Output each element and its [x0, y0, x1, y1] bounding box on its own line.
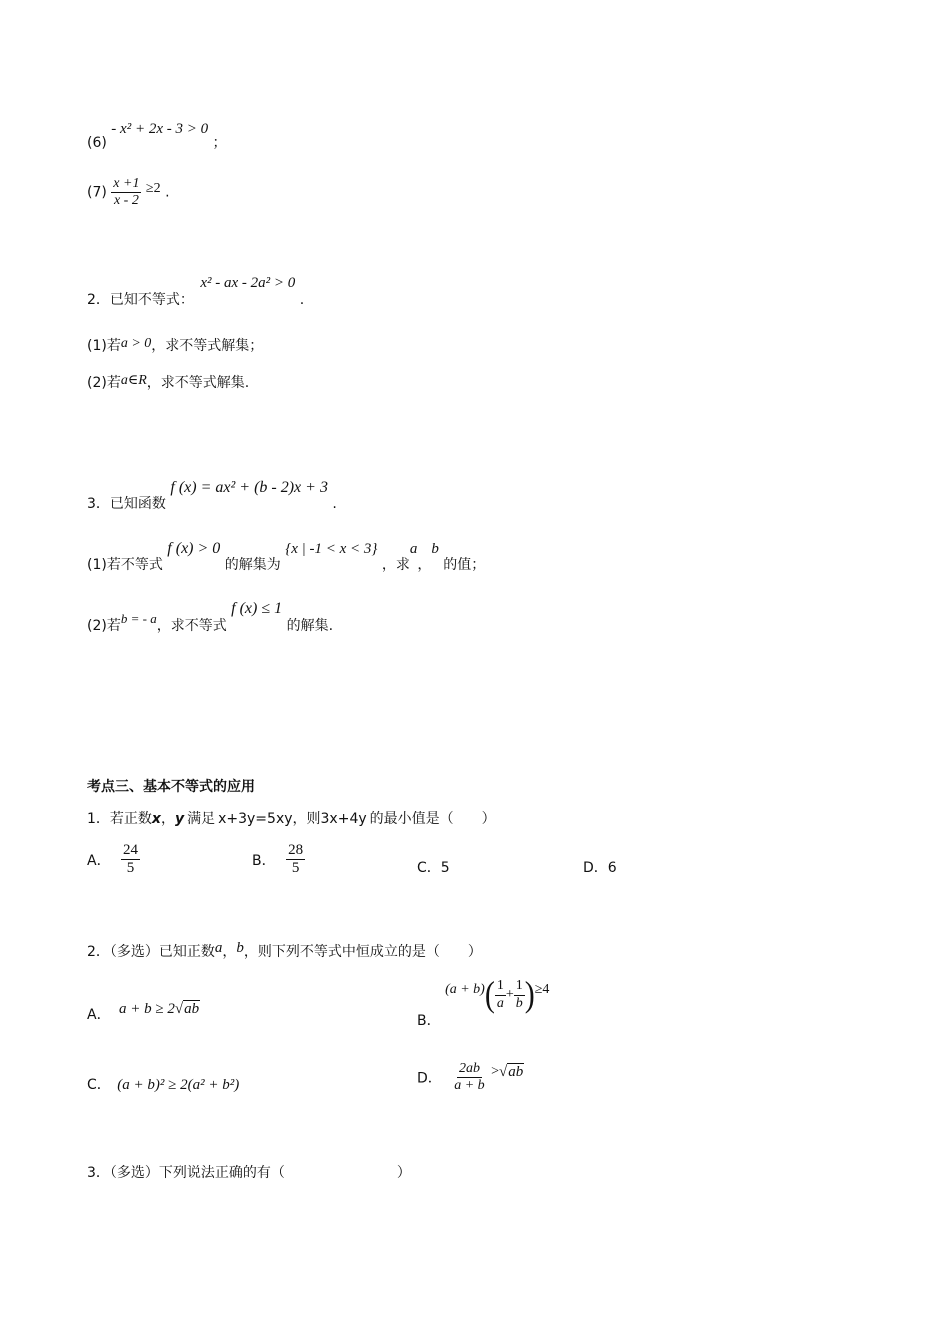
s3-q1-optA-frac — [121, 842, 140, 878]
item-7-num: x +1 — [111, 176, 141, 193]
s3-q1-optA-label: A． — [87, 852, 111, 869]
q3-head: 3．已知函数 — [87, 496, 166, 512]
s3-q2-optB-n1: 1 — [495, 978, 506, 995]
s3-q2-optB-d2: b — [515, 995, 523, 1011]
item-6-label: (6) — [87, 135, 107, 151]
s3-q1-pre: 1．若正数 — [87, 811, 152, 827]
s3-q2-optD-num: 2ab — [457, 1061, 482, 1078]
item-6 — [87, 118, 227, 151]
s3-q2-stem — [87, 937, 482, 960]
item-6-tail: ； — [212, 135, 227, 151]
q3-expr: f (x) = ax² + (b - 2)x + 3 — [170, 479, 328, 496]
s3-q1-y: y — [174, 811, 185, 827]
s3-q2-optA-label: A． — [87, 1007, 111, 1023]
section-3-heading: 考点三、基本不等式的应用 — [87, 779, 255, 795]
item-7-rhs: ≥2 — [145, 180, 161, 196]
s3-q2-end: ，则下列不等式中恒成立的是（ ） — [243, 944, 482, 960]
s3-q2-optA-rad: ab — [184, 1001, 200, 1017]
s3-q2-option-c — [87, 1074, 239, 1094]
s3-q2-optC-label: C． — [87, 1077, 111, 1093]
s3-q1-optB-frac — [286, 842, 305, 878]
q2-expr: x² - ax - 2a² > 0 — [200, 275, 296, 291]
q2-stem — [87, 272, 305, 308]
s3-q1-mid: 满足 — [187, 811, 216, 827]
s3-q2-optD-rad: ab — [508, 1063, 524, 1080]
s3-q2-optB-pre: (a + b) — [445, 982, 485, 997]
s3-q1-mid2: ，则 — [292, 811, 321, 827]
q2-part2 — [87, 372, 249, 392]
s3-q2-optD-frac — [452, 1061, 486, 1094]
q2-tail: . — [299, 292, 305, 308]
q3-p2-label: (2)若 — [87, 618, 121, 634]
item-7-tail: . — [165, 184, 170, 201]
q3-p1-set: {x | -1 < x < 3} — [285, 541, 378, 557]
s3-q2-optD-label: D． — [417, 1070, 442, 1087]
q3-p1-a: a — [409, 541, 418, 557]
s3-q1-option-b — [252, 842, 305, 878]
s3-q1-option-a — [87, 842, 140, 878]
s3-q2-optB-label: B． — [417, 1013, 441, 1029]
s3-q1-optA-den: 5 — [126, 860, 135, 877]
q3-p1-end: 的值； — [443, 557, 486, 573]
q3-p1-b: b — [431, 541, 439, 557]
q2-part1 — [87, 335, 263, 355]
q3-part2 — [87, 598, 334, 634]
q3-tail: . — [332, 496, 337, 512]
s3-q1-stem — [87, 808, 496, 828]
s3-q2-optB-plus: + — [505, 987, 514, 1002]
q3-p1-comma: ， — [417, 557, 432, 573]
s3-q1-end: 的最小值是（ ） — [369, 811, 496, 827]
s3-q2-pre: 2．（多选）已知正数 — [87, 944, 215, 960]
s3-q1-optB-label: B． — [252, 852, 276, 869]
s3-q2-optC-expr: (a + b)² ≥ 2(a² + b²) — [117, 1077, 240, 1093]
item-7-fraction — [111, 176, 141, 209]
item-7-den: x - 2 — [113, 193, 139, 209]
s3-q2-optA-expr: a + b ≥ 2 — [119, 1001, 175, 1017]
s3-q2-optB-n2: 1 — [514, 978, 525, 995]
q3-p1-label: (1)若不等式 — [87, 557, 163, 573]
s3-q2-sep: ， — [222, 944, 237, 960]
s3-q2-option-a: A． a + b ≥ 2√ab — [87, 1001, 200, 1023]
s3-q1-optA-num: 24 — [121, 842, 140, 860]
s3-q2-a: a — [214, 940, 223, 956]
item-6-expr: - x² + 2x - 3 > 0 — [111, 121, 209, 137]
q2-p1-cond: a > 0 — [120, 336, 152, 351]
s3-q2-b: b — [236, 940, 244, 956]
q3-p2-cond: b = - a — [120, 611, 157, 626]
s3-q2-optB-frac1 — [495, 978, 506, 1011]
s3-q1-cond: x+3y=5xy — [218, 811, 293, 827]
s3-q2-option-d: D． $\frac{2ab}{a + b}$ >√ab — [417, 1061, 524, 1094]
s3-q1-x: x — [151, 811, 161, 827]
q3-p1-mid: 的解集为 — [224, 557, 281, 573]
q3-part1 — [87, 538, 486, 573]
q2-p1-label: (1)若 — [87, 338, 121, 354]
s3-q2-optB-rparen: ) — [524, 974, 535, 1015]
q3-p2-ineq: f (x) ≤ 1 — [231, 600, 283, 617]
s3-q1-optB-num: 28 — [286, 842, 305, 860]
q3-p1-ineq: f (x) > 0 — [167, 540, 221, 557]
q2-head: 2．已知不等式： — [87, 292, 194, 308]
s3-q2-optB-d1: a — [496, 995, 504, 1011]
q2-p1-tail: ，求不等式解集； — [151, 338, 264, 354]
q3-stem — [87, 477, 337, 512]
q2-p2-cond: a∈R — [120, 373, 147, 388]
s3-q2-optB-rhs: ≥4 — [534, 982, 550, 997]
q3-p1-ask: ，求 — [381, 557, 410, 573]
s3-q1-option-d: D．6 — [583, 860, 617, 876]
s3-q1-sep: ， — [160, 811, 175, 827]
q3-p2-end: 的解集. — [286, 618, 334, 634]
s3-q1-target: 3x+4y — [320, 811, 367, 827]
s3-q2-optD-gt: > — [491, 1063, 500, 1079]
s3-q2-optD-den: a + b — [454, 1078, 485, 1094]
s3-q2-optB-frac2 — [514, 978, 525, 1011]
s3-q2-optB-lparen: ( — [484, 974, 495, 1015]
s3-q1-optB-den: 5 — [291, 860, 300, 877]
q2-p2-tail: ，求不等式解集. — [146, 375, 250, 391]
s3-q2-option-b — [417, 974, 550, 1029]
s3-q3-stem: 3．（多选）下列说法正确的有（ ） — [87, 1165, 411, 1181]
s3-q1-option-c: C．5 — [417, 860, 450, 876]
q2-p2-label: (2)若 — [87, 375, 121, 391]
item-7-label: (7) — [87, 184, 107, 201]
q3-p2-mid: ，求不等式 — [156, 618, 227, 634]
item-7 — [87, 176, 170, 209]
